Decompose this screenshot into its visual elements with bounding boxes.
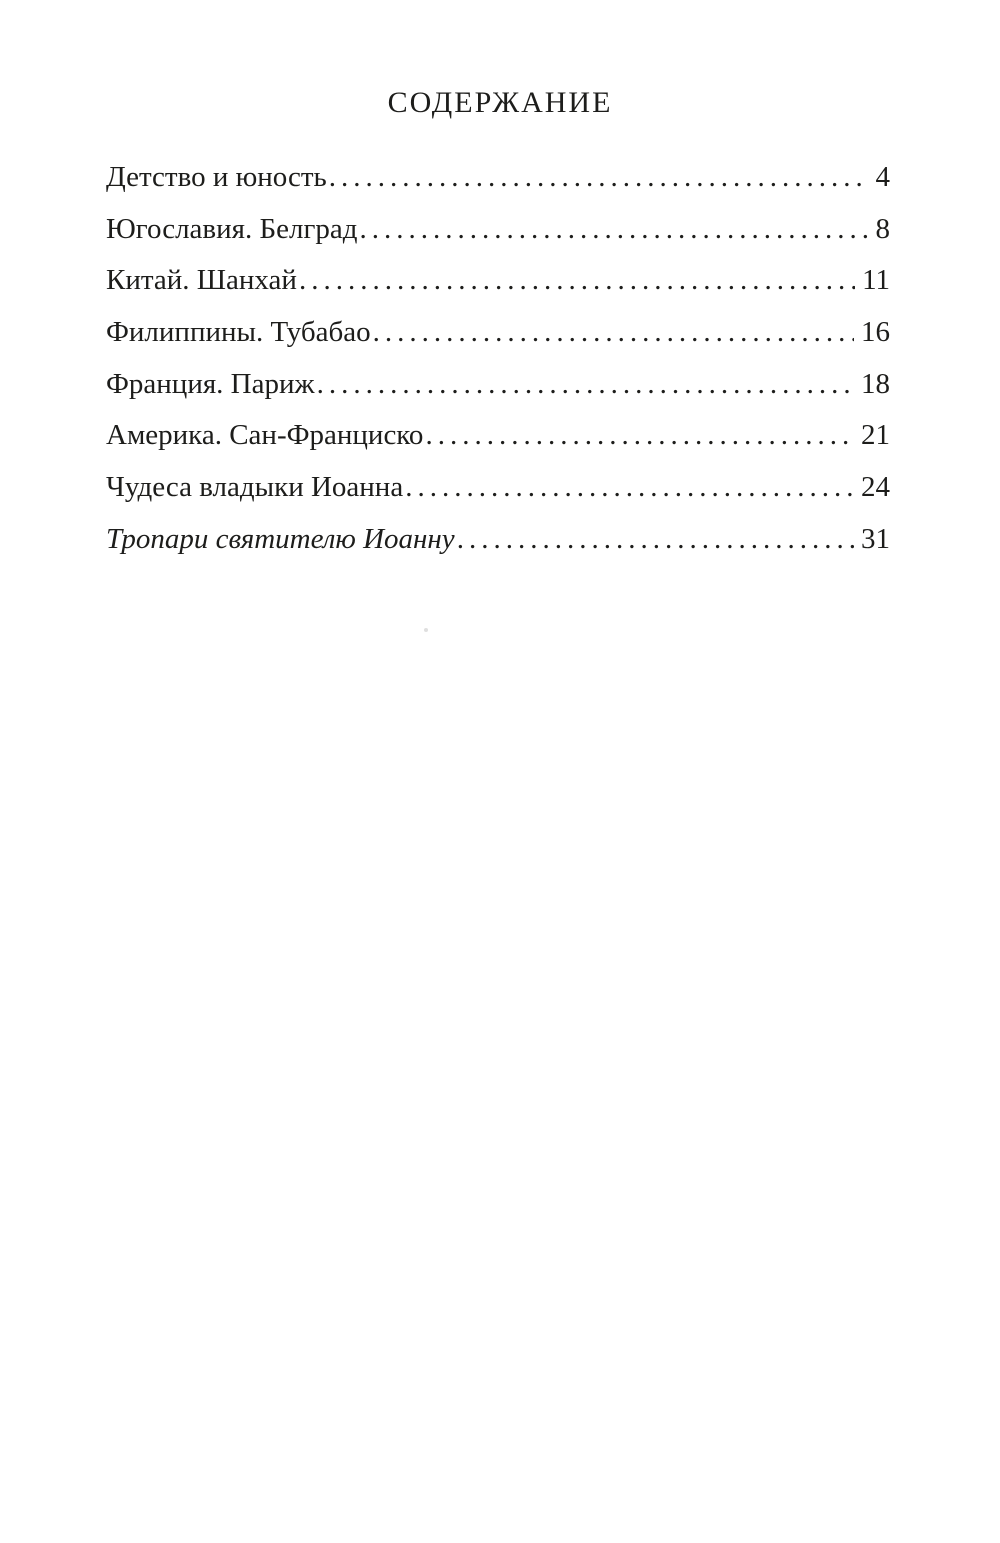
toc-entry: [106, 514, 890, 566]
toc-entry-title: Америка. Сан-Франциско: [106, 419, 424, 452]
dot-leader: [329, 152, 869, 204]
toc-entry: [106, 152, 890, 204]
dot-leader: [299, 255, 855, 307]
toc-page-number: 18: [861, 367, 890, 400]
toc-page-number: 11: [862, 264, 890, 297]
dot-leader: [373, 307, 854, 359]
dot-leader: [457, 514, 854, 566]
toc-entry-title: Китай. Шанхай: [106, 264, 297, 297]
toc-entry-title: Чудеса владыки Иоанна: [106, 471, 404, 504]
toc-entry-title: Филиппины. Тубабао: [106, 316, 371, 349]
toc-entry-title: Югославия. Белград: [106, 212, 358, 245]
toc-heading: СОДЕРЖАНИЕ: [387, 86, 613, 119]
toc-list: [106, 152, 890, 566]
toc-page-number: 4: [875, 161, 890, 193]
toc-page-number: 16: [861, 316, 890, 349]
toc-entry: [106, 410, 890, 462]
dot-leader: [359, 204, 868, 256]
dot-leader: [425, 410, 854, 462]
toc-entry-title: Франция. Париж: [106, 367, 315, 400]
toc-entry: [106, 204, 890, 256]
dot-leader: [405, 462, 854, 514]
toc-entry: [106, 307, 890, 359]
toc-page-number: 8: [875, 212, 890, 245]
toc-page-number: 31: [861, 522, 890, 555]
toc-entry: [106, 255, 890, 307]
scan-artifact: [424, 628, 428, 632]
toc-page-number: 24: [861, 471, 890, 504]
dot-leader: [317, 359, 854, 411]
toc-entry-title: Тропари святителю Иоанну: [106, 522, 455, 555]
toc-entry-title: Детство и юность: [106, 161, 327, 193]
toc-page-number: 21: [861, 419, 890, 452]
toc-entry: [106, 462, 890, 514]
toc-entry: [106, 359, 890, 411]
